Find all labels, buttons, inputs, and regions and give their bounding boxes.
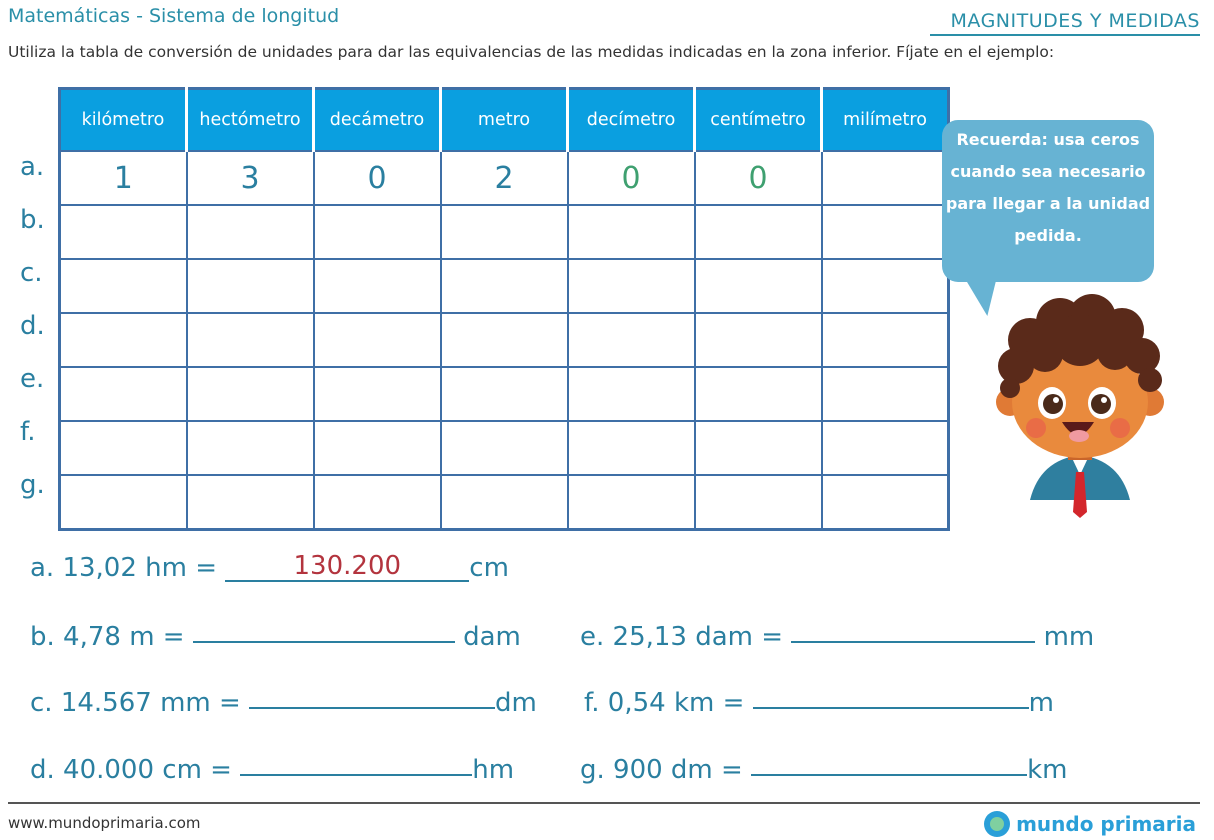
exercise-c-answer[interactable]	[249, 679, 495, 709]
exercise-d	[30, 748, 514, 785]
exercise-e	[580, 615, 1094, 652]
row-label: c.	[20, 258, 43, 288]
table-cell[interactable]	[568, 421, 695, 475]
table-cell[interactable]	[822, 421, 949, 475]
table-cell[interactable]	[314, 475, 441, 530]
table-cell[interactable]	[822, 475, 949, 530]
table-cell[interactable]	[60, 259, 187, 313]
exercise-g-answer[interactable]	[751, 746, 1027, 776]
column-header-hectometro: hectómetro	[187, 89, 314, 152]
row-label: d.	[20, 311, 45, 341]
table-row	[60, 421, 949, 475]
table-cell[interactable]	[695, 421, 822, 475]
table-cell[interactable]	[441, 313, 568, 367]
exercise-c-prefix: c. 14.567 mm =	[30, 688, 241, 718]
table-cell[interactable]	[695, 205, 822, 259]
speech-bubble: Recuerda: usa ceros cuando sea necesario para llegar a la unidad pedida.	[942, 120, 1154, 282]
table-row	[60, 313, 949, 367]
table-cell[interactable]	[187, 367, 314, 421]
table-cell[interactable]	[695, 475, 822, 530]
table-cell[interactable]	[441, 421, 568, 475]
table-cell[interactable]	[60, 475, 187, 530]
table-cell[interactable]	[187, 259, 314, 313]
exercise-a-prefix: a. 13,02 hm =	[30, 553, 218, 583]
category-title: MAGNITUDES Y MEDIDAS	[950, 10, 1200, 32]
footer-url[interactable]: www.mundoprimaria.com	[8, 814, 201, 832]
table-cell[interactable]	[314, 313, 441, 367]
header-divider	[930, 34, 1200, 36]
table-cell[interactable]	[60, 421, 187, 475]
table-cell[interactable]	[187, 421, 314, 475]
table-cell[interactable]	[695, 259, 822, 313]
table-cell[interactable]: 1	[60, 151, 187, 205]
table-cell[interactable]	[822, 151, 949, 205]
conversion-table	[58, 87, 950, 531]
exercise-g	[580, 748, 1067, 785]
exercise-f-prefix: f. 0,54 km =	[584, 688, 745, 718]
instructions: Utiliza la tabla de conversión de unidades para dar las equivalencias de las medidas indicadas en la zona inferior. Fíjate en el ejemplo:	[8, 43, 1055, 61]
table-cell[interactable]	[314, 367, 441, 421]
exercise-d-answer[interactable]	[240, 746, 472, 776]
table-row	[60, 259, 949, 313]
exercise-b-answer[interactable]	[193, 613, 455, 643]
table-row	[60, 151, 949, 205]
exercise-c	[30, 681, 537, 718]
table-cell[interactable]	[441, 259, 568, 313]
column-header-decametro: decámetro	[314, 89, 441, 152]
table-cell[interactable]	[568, 205, 695, 259]
exercise-d-prefix: d. 40.000 cm =	[30, 755, 232, 785]
table-cell[interactable]: 0	[314, 151, 441, 205]
table-cell[interactable]	[441, 475, 568, 530]
exercise-f-unit: m	[1028, 688, 1054, 718]
table-cell[interactable]	[60, 313, 187, 367]
table-row	[60, 205, 949, 259]
row-label: b.	[20, 205, 45, 235]
column-header-milimetro: milímetro	[822, 89, 949, 152]
table-cell[interactable]	[568, 367, 695, 421]
exercise-b-prefix: b. 4,78 m =	[30, 622, 185, 652]
exercise-a-answer[interactable]: 130.200	[225, 552, 469, 582]
table-cell[interactable]	[187, 313, 314, 367]
column-header-centimetro: centímetro	[695, 89, 822, 152]
exercise-d-unit: hm	[472, 755, 515, 785]
row-label: e.	[20, 364, 45, 394]
column-header-kilometro: kilómetro	[60, 89, 187, 152]
table-cell[interactable]	[568, 313, 695, 367]
column-header-metro: metro	[441, 89, 568, 152]
exercise-g-unit: km	[1027, 755, 1068, 785]
exercise-f	[584, 681, 1054, 718]
exercise-b-unit: dam	[463, 622, 521, 652]
table-cell[interactable]	[314, 259, 441, 313]
exercise-f-answer[interactable]	[753, 679, 1029, 709]
table-cell[interactable]	[822, 313, 949, 367]
column-header-decimetro: decímetro	[568, 89, 695, 152]
table-cell[interactable]	[822, 367, 949, 421]
table-cell[interactable]	[60, 367, 187, 421]
exercise-e-answer[interactable]	[791, 613, 1035, 643]
page-title: Matemáticas - Sistema de longitud	[8, 5, 340, 27]
globe-icon	[984, 811, 1010, 837]
table-cell[interactable]	[187, 475, 314, 530]
table-cell[interactable]	[314, 421, 441, 475]
table-row	[60, 475, 949, 530]
exercise-a-unit: cm	[469, 553, 509, 583]
table-cell[interactable]: 0	[695, 151, 822, 205]
table-cell[interactable]	[60, 205, 187, 259]
table-cell[interactable]	[187, 205, 314, 259]
table-cell[interactable]	[568, 475, 695, 530]
table-cell[interactable]	[441, 205, 568, 259]
exercise-a	[30, 553, 509, 584]
row-label: g.	[20, 470, 45, 500]
table-cell[interactable]	[568, 259, 695, 313]
footer-logo-text: mundo primaria	[1016, 812, 1196, 836]
boy-character-icon	[990, 290, 1170, 520]
table-cell[interactable]: 3	[187, 151, 314, 205]
table-cell[interactable]	[822, 259, 949, 313]
table-header-row	[60, 89, 949, 152]
exercise-b	[30, 615, 521, 652]
exercise-e-prefix: e. 25,13 dam =	[580, 622, 784, 652]
footer-divider	[8, 802, 1200, 804]
table-cell[interactable]	[314, 205, 441, 259]
table-cell[interactable]: 2	[441, 151, 568, 205]
table-row	[60, 367, 949, 421]
footer-logo[interactable]	[984, 811, 1196, 837]
table-cell[interactable]	[695, 313, 822, 367]
table-cell[interactable]	[822, 205, 949, 259]
table-cell[interactable]	[441, 367, 568, 421]
row-label: f.	[20, 417, 36, 447]
exercise-c-unit: dm	[495, 688, 537, 718]
row-label: a.	[20, 152, 45, 182]
exercise-e-unit: mm	[1043, 622, 1095, 652]
exercise-g-prefix: g. 900 dm =	[580, 755, 743, 785]
table-cell[interactable]	[695, 367, 822, 421]
table-cell[interactable]: 0	[568, 151, 695, 205]
